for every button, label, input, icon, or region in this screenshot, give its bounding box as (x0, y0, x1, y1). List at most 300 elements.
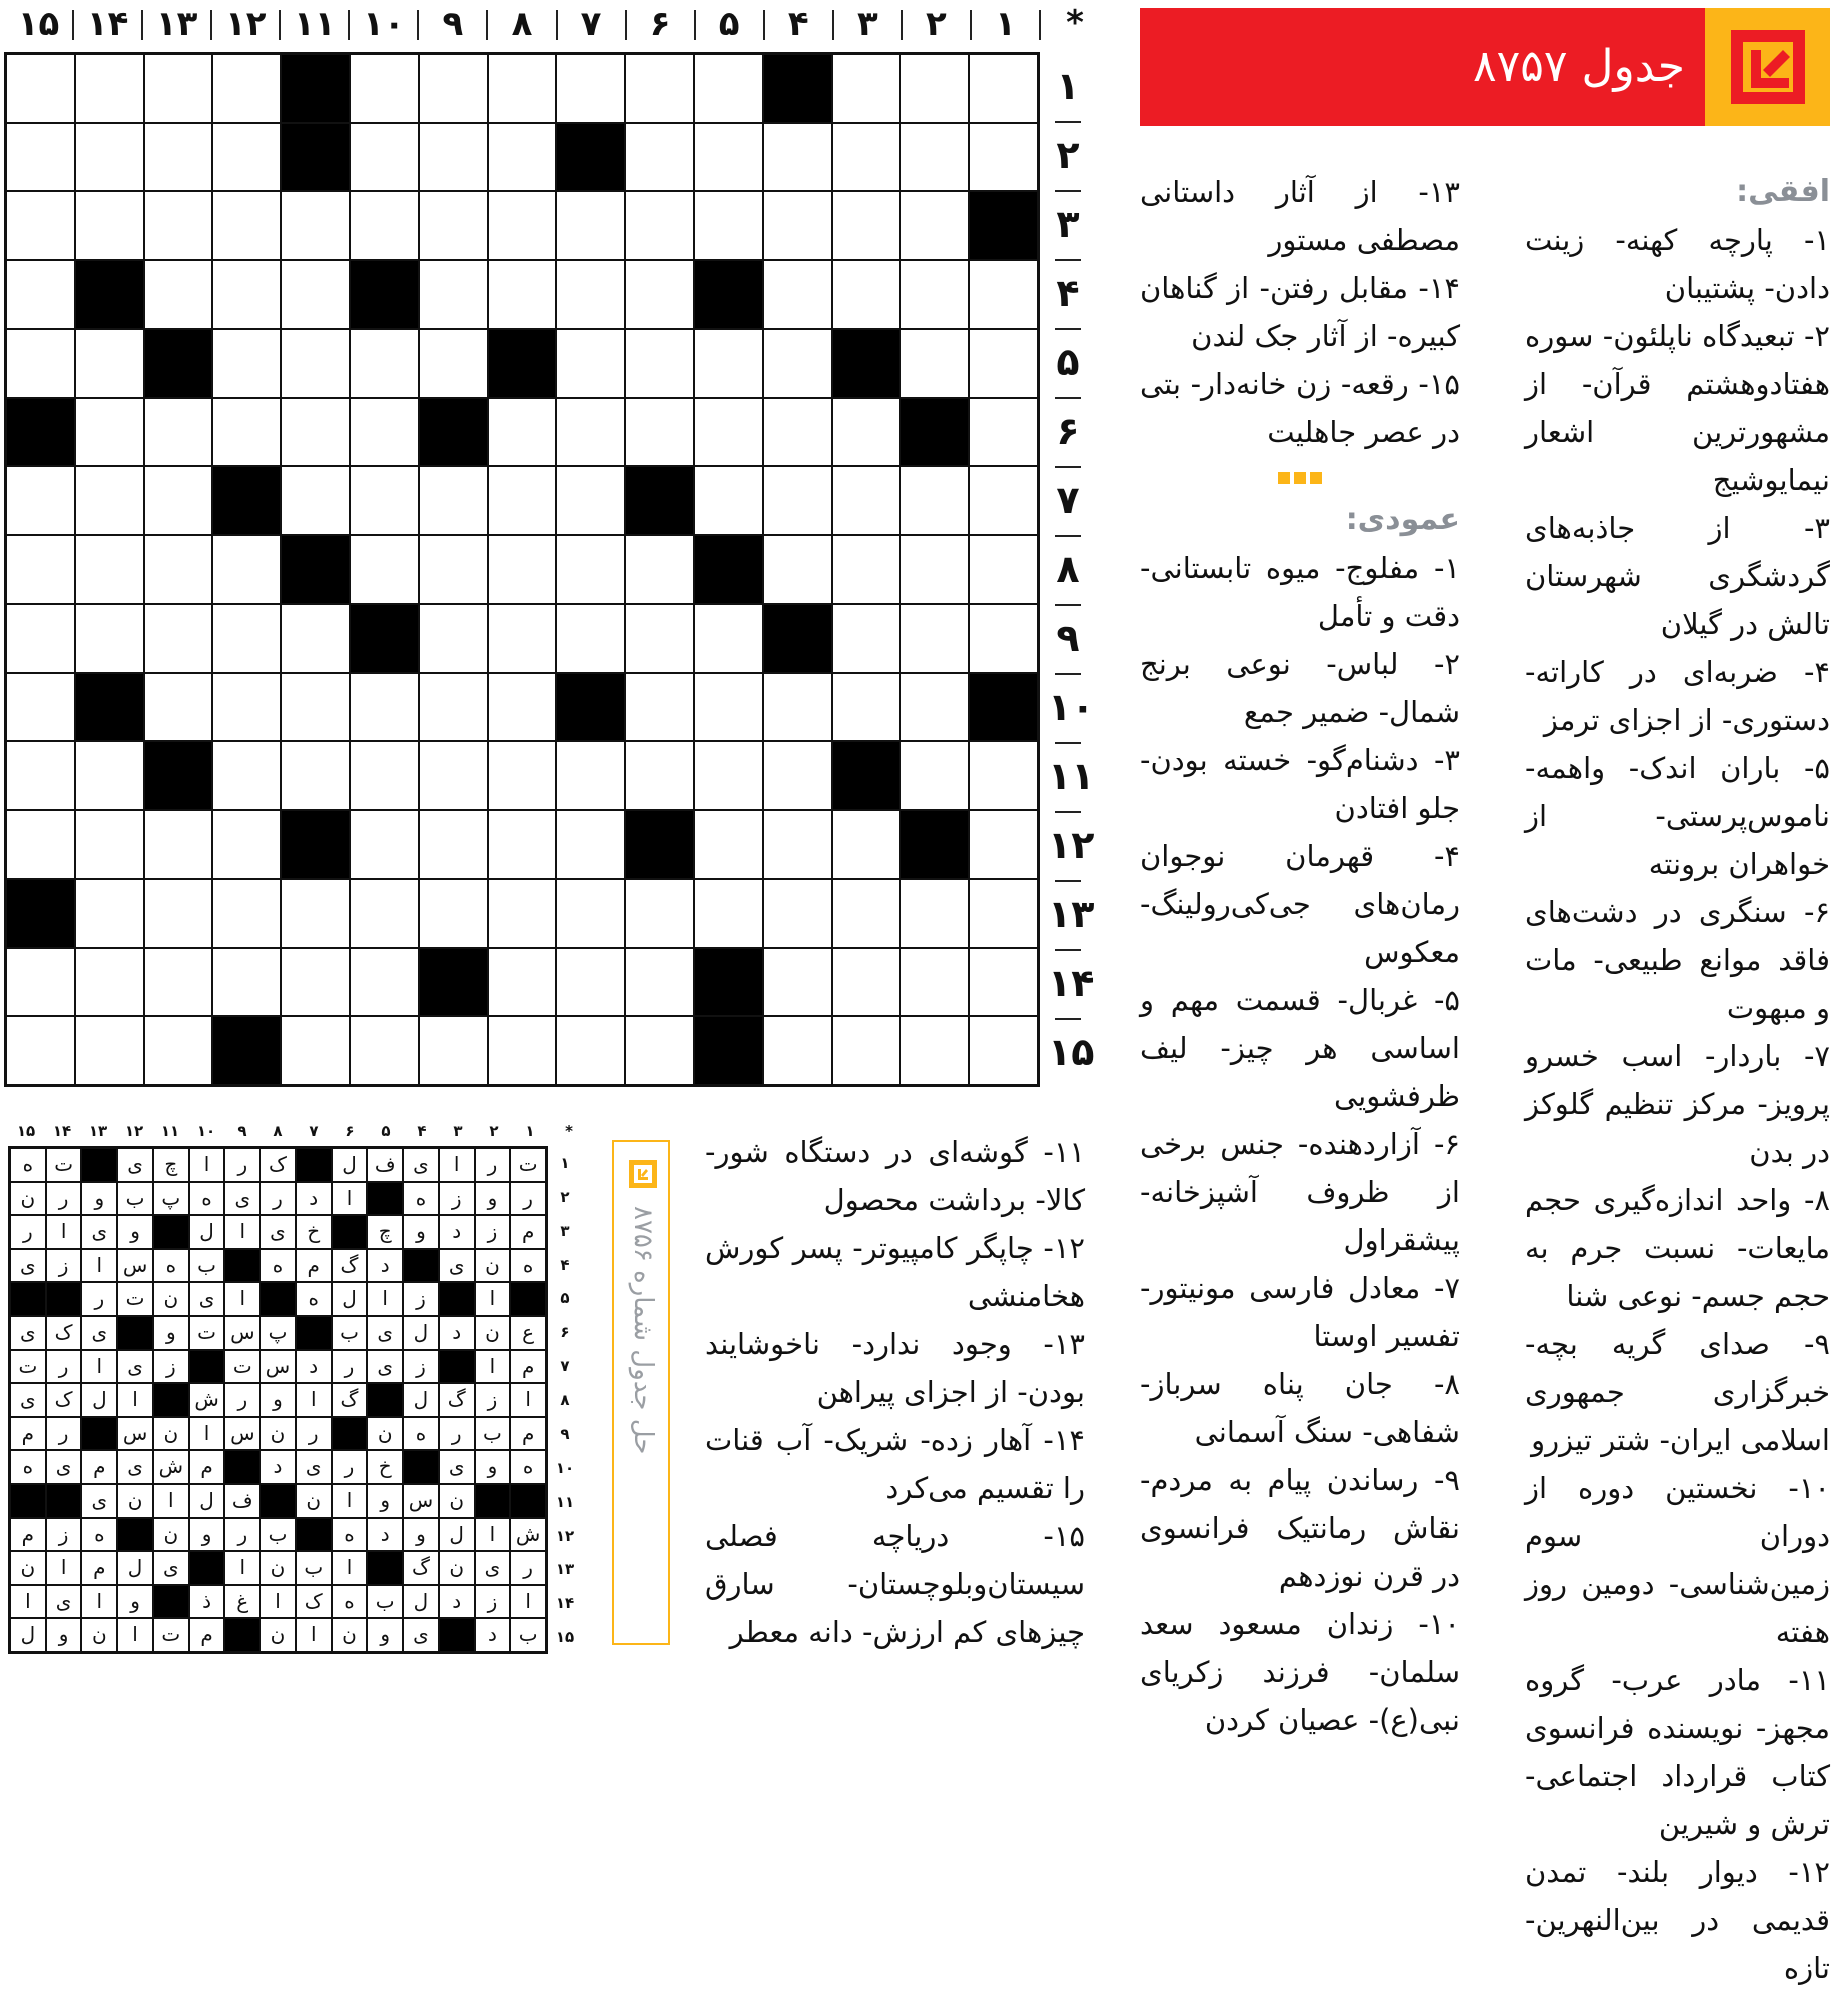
column-separator (417, 10, 419, 40)
grid-cell[interactable] (900, 466, 969, 535)
solution-cell: ی (10, 1316, 46, 1350)
grid-cell[interactable] (144, 54, 213, 123)
solution-cell: و (117, 1585, 153, 1619)
grid-cell[interactable] (212, 673, 281, 742)
grid-cell[interactable] (694, 604, 763, 673)
solution-cell: ش (153, 1450, 189, 1484)
grid-cell[interactable] (419, 535, 488, 604)
grid-cell[interactable] (212, 329, 281, 398)
across-clue-list (1525, 216, 1830, 1992)
grid-cell[interactable] (75, 54, 144, 123)
grid-cell[interactable] (832, 673, 901, 742)
grid-cell[interactable] (694, 398, 763, 467)
grid-cell[interactable] (144, 191, 213, 260)
grid-cell[interactable] (556, 535, 625, 604)
previous-solution (0, 1120, 580, 1654)
black-cell (144, 741, 213, 810)
grid-cell[interactable] (6, 741, 75, 810)
solution-cell: ل (189, 1484, 225, 1518)
grid-cell[interactable] (900, 948, 969, 1017)
grid-cell[interactable] (900, 673, 969, 742)
solution-cell: ی (403, 1618, 439, 1652)
grid-cell[interactable] (969, 398, 1038, 467)
grid-cell[interactable] (419, 604, 488, 673)
solution-cell: ل (332, 1148, 368, 1182)
grid-cell[interactable] (419, 191, 488, 260)
solution-black-cell (367, 1182, 403, 1216)
solution-cell: ز (153, 1350, 189, 1384)
grid-cell[interactable] (969, 948, 1038, 1017)
grid-cell[interactable] (350, 1016, 419, 1085)
grid-cell[interactable] (6, 123, 75, 192)
grid-cell[interactable] (625, 879, 694, 948)
solution-black-cell (260, 1484, 296, 1518)
grid-cell[interactable] (75, 329, 144, 398)
solution-black-cell (224, 1618, 260, 1652)
solution-cell: ی (117, 1148, 153, 1182)
clue-item: ۱۰- نخستین دوره از دوران سوم زمین‌شناسی- دومین روز هفته (1525, 1471, 1830, 1649)
solution-column-number: ۷ (309, 1122, 319, 1140)
grid-cell[interactable] (350, 535, 419, 604)
grid-cell[interactable] (144, 466, 213, 535)
solution-cell: ی (439, 1450, 475, 1484)
grid-cell[interactable] (212, 810, 281, 879)
solution-cell: د (439, 1215, 475, 1249)
black-cell (6, 879, 75, 948)
grid-cell[interactable] (556, 948, 625, 1017)
grid-cell[interactable] (763, 535, 832, 604)
grid-cell[interactable] (832, 398, 901, 467)
black-cell (832, 329, 901, 398)
grid-cell[interactable] (969, 535, 1038, 604)
grid-cell[interactable] (832, 191, 901, 260)
grid-cell[interactable] (625, 123, 694, 192)
grid-cell[interactable] (625, 329, 694, 398)
solution-cell: ه (403, 1182, 439, 1216)
grid-cell[interactable] (556, 260, 625, 329)
grid-cell[interactable] (763, 123, 832, 192)
grid-cell[interactable] (350, 191, 419, 260)
column-separator (556, 10, 558, 40)
grid-cell[interactable] (694, 191, 763, 260)
solution-cell: د (260, 1450, 296, 1484)
solution-cell: ن (475, 1316, 511, 1350)
down-heading: عمودی: (1345, 502, 1460, 537)
grid-cell[interactable] (763, 398, 832, 467)
grid-cell[interactable] (281, 398, 350, 467)
grid-cell[interactable] (832, 879, 901, 948)
grid-cell[interactable] (488, 191, 557, 260)
grid-cell[interactable] (625, 260, 694, 329)
solution-cell: د (296, 1182, 332, 1216)
grid-cell[interactable] (625, 398, 694, 467)
grid-cell[interactable] (144, 1016, 213, 1085)
grid-cell[interactable] (969, 260, 1038, 329)
grid-cell[interactable] (281, 466, 350, 535)
grid-cell[interactable] (419, 810, 488, 879)
solution-cell: و (153, 1316, 189, 1350)
grid-cell[interactable] (488, 54, 557, 123)
grid-cell[interactable] (419, 673, 488, 742)
solution-cell: ا (439, 1148, 475, 1182)
grid-cell[interactable] (419, 1016, 488, 1085)
solution-row-number: ۱۵ (555, 1628, 575, 1647)
solution-cell: ا (332, 1551, 368, 1585)
grid-cell[interactable] (144, 879, 213, 948)
grid-cell[interactable] (556, 741, 625, 810)
grid-cell[interactable] (556, 879, 625, 948)
grid-cell[interactable] (281, 260, 350, 329)
grid-cell[interactable] (6, 535, 75, 604)
solution-column-header (8, 1120, 573, 1142)
grid-cell[interactable] (75, 810, 144, 879)
grid-cell[interactable] (556, 1016, 625, 1085)
grid-cell[interactable] (694, 54, 763, 123)
black-cell (969, 191, 1038, 260)
grid-cell[interactable] (763, 1016, 832, 1085)
grid-cell[interactable] (488, 948, 557, 1017)
grid-cell[interactable] (969, 54, 1038, 123)
solution-cell: گ (439, 1383, 475, 1417)
row-separator (1055, 673, 1081, 675)
solution-cell: ز (439, 1182, 475, 1216)
solution-cell: ش (510, 1518, 546, 1552)
solution-cell: و (403, 1215, 439, 1249)
across-clue-list-continued (1140, 168, 1460, 456)
solution-cell: د (475, 1618, 511, 1652)
solution-black-cell (189, 1350, 225, 1384)
grid-cell[interactable] (763, 329, 832, 398)
grid-cell[interactable] (281, 879, 350, 948)
grid-cell[interactable] (350, 54, 419, 123)
grid-cell[interactable] (694, 741, 763, 810)
grid-cell[interactable] (75, 398, 144, 467)
grid-cell[interactable] (419, 879, 488, 948)
grid-cell[interactable] (969, 604, 1038, 673)
solution-row-number: ۵ (560, 1289, 570, 1308)
solution-cell: ا (117, 1383, 153, 1417)
grid-cell[interactable] (763, 741, 832, 810)
solution-label-box (612, 1140, 670, 1645)
grid-cell[interactable] (625, 535, 694, 604)
grid-cell[interactable] (212, 123, 281, 192)
grid-cell[interactable] (900, 535, 969, 604)
solution-cell: ب (510, 1618, 546, 1652)
grid-cell[interactable] (350, 466, 419, 535)
grid-cell[interactable] (75, 535, 144, 604)
black-cell (419, 948, 488, 1017)
grid-cell[interactable] (969, 123, 1038, 192)
grid-cell[interactable] (75, 948, 144, 1017)
column-number: ۱۰ (363, 4, 405, 44)
grid-cell[interactable] (488, 673, 557, 742)
grid-cell[interactable] (281, 191, 350, 260)
grid-cell[interactable] (6, 54, 75, 123)
solution-cell: ر (260, 1182, 296, 1216)
grid-cell[interactable] (488, 535, 557, 604)
column-number: ۱۴ (86, 4, 129, 44)
solution-cell: ی (189, 1282, 225, 1316)
solution-cell: ی (46, 1450, 82, 1484)
grid-cell[interactable] (832, 810, 901, 879)
grid-cell[interactable] (556, 54, 625, 123)
grid-cell[interactable] (556, 398, 625, 467)
grid-cell[interactable] (350, 673, 419, 742)
row-number: ۱۴ (1048, 961, 1095, 1005)
grid-cell[interactable] (144, 673, 213, 742)
grid-cell[interactable] (832, 123, 901, 192)
grid-cell[interactable] (144, 604, 213, 673)
grid-cell[interactable] (75, 604, 144, 673)
row-number: ۴ (1056, 271, 1080, 315)
grid-cell[interactable] (6, 604, 75, 673)
grid-cell[interactable] (900, 329, 969, 398)
grid-cell[interactable] (556, 191, 625, 260)
grid-cell[interactable] (763, 879, 832, 948)
solution-cell: ل (117, 1551, 153, 1585)
solution-cell: و (81, 1182, 117, 1216)
grid-cell[interactable] (900, 54, 969, 123)
grid-cell[interactable] (625, 191, 694, 260)
grid-cell[interactable] (419, 466, 488, 535)
grid-cell[interactable] (556, 810, 625, 879)
solution-cell: ه (296, 1282, 332, 1316)
grid-cell[interactable] (350, 810, 419, 879)
grid-cell[interactable] (212, 398, 281, 467)
solution-row-number: ۱۲ (555, 1526, 575, 1545)
grid-cell[interactable] (763, 466, 832, 535)
grid-cell[interactable] (625, 54, 694, 123)
grid-cell[interactable] (281, 329, 350, 398)
solution-cell: ن (260, 1618, 296, 1652)
grid-cell[interactable] (6, 810, 75, 879)
solution-cell: ز (46, 1249, 82, 1283)
grid-cell[interactable] (832, 948, 901, 1017)
grid-cell[interactable] (419, 123, 488, 192)
solution-cell: ا (153, 1484, 189, 1518)
grid-cell[interactable] (763, 948, 832, 1017)
corner-mark: * (565, 1122, 573, 1140)
grid-cell[interactable] (419, 329, 488, 398)
solution-cell: د (367, 1518, 403, 1552)
grid-cell[interactable] (350, 948, 419, 1017)
grid-cell[interactable] (694, 123, 763, 192)
solution-black-cell (439, 1618, 475, 1652)
grid-cell[interactable] (144, 123, 213, 192)
section-divider (1140, 472, 1460, 484)
solution-cell: ن (153, 1282, 189, 1316)
grid-cell[interactable] (488, 604, 557, 673)
grid-cell[interactable] (75, 879, 144, 948)
grid-cell[interactable] (144, 260, 213, 329)
grid-cell[interactable] (488, 123, 557, 192)
grid-cell[interactable] (694, 879, 763, 948)
grid-cell[interactable] (832, 466, 901, 535)
solution-black-cell (510, 1484, 546, 1518)
grid-cell[interactable] (6, 191, 75, 260)
row-separator (1055, 742, 1081, 744)
solution-cell: ا (296, 1618, 332, 1652)
grid-cell[interactable] (281, 673, 350, 742)
solution-cell: ن (475, 1249, 511, 1283)
solution-cell: ا (81, 1585, 117, 1619)
grid-cell[interactable] (6, 329, 75, 398)
grid-cell[interactable] (625, 741, 694, 810)
grid-cell[interactable] (763, 673, 832, 742)
solution-black-cell (224, 1450, 260, 1484)
grid-cell[interactable] (832, 54, 901, 123)
column-number: ۱۱ (294, 4, 336, 44)
grid-cell[interactable] (763, 810, 832, 879)
grid-cell[interactable] (625, 1016, 694, 1085)
grid-cell[interactable] (488, 466, 557, 535)
grid-cell[interactable] (694, 329, 763, 398)
grid-cell[interactable] (694, 673, 763, 742)
grid-cell[interactable] (556, 604, 625, 673)
grid-cell[interactable] (900, 123, 969, 192)
grid-cell[interactable] (488, 741, 557, 810)
grid-cell[interactable] (144, 810, 213, 879)
grid-cell[interactable] (488, 810, 557, 879)
grid-cell[interactable] (900, 604, 969, 673)
grid-cell[interactable] (625, 948, 694, 1017)
grid-cell[interactable] (832, 604, 901, 673)
grid-cell[interactable] (350, 398, 419, 467)
grid-cell[interactable] (75, 741, 144, 810)
grid-cell[interactable] (556, 329, 625, 398)
solution-cell: ل (10, 1618, 46, 1652)
solution-cell: ع (510, 1316, 546, 1350)
grid-cell[interactable] (212, 741, 281, 810)
grid-cell[interactable] (350, 741, 419, 810)
solution-cell: ن (439, 1484, 475, 1518)
grid-cell[interactable] (281, 741, 350, 810)
down-clue-list-continued (705, 1128, 1085, 1656)
grid-cell[interactable] (419, 741, 488, 810)
grid-cell[interactable] (488, 398, 557, 467)
grid-cell[interactable] (832, 535, 901, 604)
solution-black-cell (296, 1316, 332, 1350)
column-number: ۸ (511, 4, 533, 44)
solution-cell: ر (10, 1215, 46, 1249)
column-number: ۳ (856, 4, 878, 44)
grid-cell[interactable] (281, 948, 350, 1017)
grid-cell[interactable] (832, 1016, 901, 1085)
grid-cell[interactable] (969, 1016, 1038, 1085)
grid-cell[interactable] (694, 810, 763, 879)
solution-column-number: ۱ (525, 1122, 535, 1140)
main-crossword (0, 0, 1095, 1090)
grid-cell[interactable] (694, 466, 763, 535)
solution-cell: ا (332, 1182, 368, 1216)
grid-cell[interactable] (625, 673, 694, 742)
grid-cell[interactable] (900, 879, 969, 948)
grid-cell[interactable] (144, 398, 213, 467)
grid-cell[interactable] (212, 535, 281, 604)
grid-cell[interactable] (488, 260, 557, 329)
grid-cell[interactable] (212, 260, 281, 329)
solution-cell: ف (224, 1484, 260, 1518)
grid-cell[interactable] (212, 191, 281, 260)
grid-cell[interactable] (75, 191, 144, 260)
solution-cell: ه (332, 1518, 368, 1552)
grid-cell[interactable] (969, 741, 1038, 810)
grid-cell[interactable] (75, 123, 144, 192)
grid-cell[interactable] (488, 1016, 557, 1085)
grid-cell[interactable] (144, 948, 213, 1017)
grid-cell[interactable] (6, 1016, 75, 1085)
main-grid[interactable] (4, 52, 1040, 1087)
grid-cell[interactable] (900, 191, 969, 260)
solution-cell: ن (153, 1518, 189, 1552)
black-cell (281, 123, 350, 192)
grid-cell[interactable] (6, 466, 75, 535)
grid-cell[interactable] (488, 879, 557, 948)
grid-cell[interactable] (969, 810, 1038, 879)
grid-cell[interactable] (419, 260, 488, 329)
grid-cell[interactable] (350, 123, 419, 192)
solution-column-number: ۱۵ (16, 1122, 36, 1140)
row-separator (1055, 397, 1081, 399)
solution-cell: م (510, 1350, 546, 1384)
solution-row-number: ۱۰ (555, 1458, 575, 1477)
grid-cell[interactable] (556, 466, 625, 535)
solution-cell: د (367, 1249, 403, 1283)
grid-cell[interactable] (75, 1016, 144, 1085)
grid-cell[interactable] (212, 54, 281, 123)
grid-cell[interactable] (763, 191, 832, 260)
clue-item: ۶- سنگری در دشت‌های فاقد موانع طبیعی- مات و مبهوت (1525, 895, 1830, 1025)
grid-cell[interactable] (900, 741, 969, 810)
row-separator (1055, 811, 1081, 813)
black-cell (694, 1016, 763, 1085)
grid-cell[interactable] (6, 948, 75, 1017)
black-cell (144, 329, 213, 398)
grid-cell[interactable] (212, 604, 281, 673)
down-clues-column-continued (705, 1128, 1085, 1656)
grid-cell[interactable] (969, 466, 1038, 535)
solution-column-number: ۱۲ (124, 1122, 144, 1140)
grid-cell[interactable] (625, 604, 694, 673)
grid-cell[interactable] (75, 466, 144, 535)
solution-cell: و (475, 1450, 511, 1484)
solution-cell: ن (367, 1417, 403, 1451)
grid-cell[interactable] (144, 535, 213, 604)
grid-cell[interactable] (969, 329, 1038, 398)
grid-cell[interactable] (281, 1016, 350, 1085)
grid-cell[interactable] (419, 54, 488, 123)
solution-cell: ن (260, 1417, 296, 1451)
solution-cell: ر (46, 1350, 82, 1384)
grid-cell[interactable] (281, 604, 350, 673)
row-separator (1055, 328, 1081, 330)
grid-cell[interactable] (900, 1016, 969, 1085)
grid-cell[interactable] (763, 260, 832, 329)
grid-cell[interactable] (6, 673, 75, 742)
solution-cell: ی (260, 1215, 296, 1249)
grid-cell[interactable] (212, 948, 281, 1017)
solution-cell: ه (81, 1518, 117, 1552)
grid-cell[interactable] (350, 879, 419, 948)
solution-black-cell (117, 1316, 153, 1350)
grid-cell[interactable] (969, 879, 1038, 948)
grid-cell[interactable] (350, 329, 419, 398)
grid-cell[interactable] (212, 879, 281, 948)
grid-cell[interactable] (832, 260, 901, 329)
solution-column-number: ۶ (345, 1122, 355, 1140)
grid-cell[interactable] (6, 260, 75, 329)
grid-cell[interactable] (900, 260, 969, 329)
